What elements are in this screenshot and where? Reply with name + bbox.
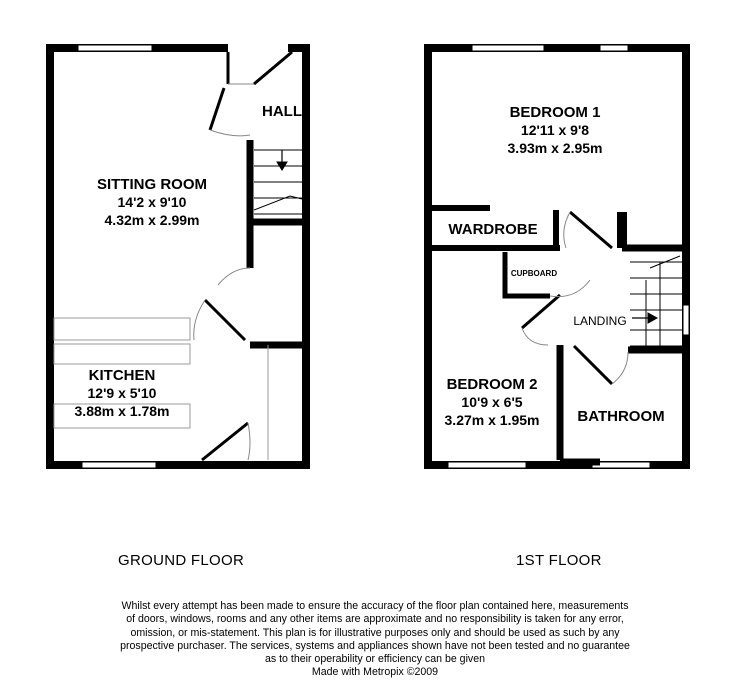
bedroom2-metric: 3.27m x 1.95m <box>444 412 540 428</box>
landing-label: LANDING <box>573 314 627 328</box>
first-window-bottom-1 <box>448 462 526 468</box>
ground-window-bottom <box>82 462 156 468</box>
ground-stairs <box>254 150 306 214</box>
credit: Made with Metropix ©2009 <box>311 666 439 679</box>
bedroom1-metric: 3.93m x 2.95m <box>507 140 603 156</box>
hall-door-swing <box>210 130 250 136</box>
ground-window-top <box>78 45 152 51</box>
disclaimer-line: as to their operability or efficiency can be given <box>264 653 486 666</box>
hall-door <box>210 88 224 130</box>
first-window-right <box>683 305 689 335</box>
first-window-top-1 <box>472 45 544 51</box>
disclaimer <box>40 600 710 680</box>
bedroom2-imperial: 10'9 x 6'5 <box>461 394 523 410</box>
bedroom2-wall <box>560 345 686 462</box>
cupboard-label: CUPBOARD <box>510 269 558 278</box>
bedroom1-label: BEDROOM 1 <box>509 104 601 121</box>
hall-label: HALL <box>262 103 302 120</box>
sitting-room-label: SITTING ROOM <box>97 176 207 193</box>
sitting-kitchen-door <box>205 300 245 340</box>
first-floor-stairs <box>630 256 682 346</box>
ground-floor-plan <box>50 45 306 468</box>
sitting-room-imperial: 14'2 x 9'10 <box>117 194 187 210</box>
hall-door-2-swing <box>218 268 250 285</box>
kitchen-label: KITCHEN <box>88 367 156 384</box>
back-door-swing <box>248 423 250 460</box>
first-window-top-2 <box>600 45 628 51</box>
sitting-kitchen-door-swing <box>194 300 205 340</box>
first-window-bottom-2 <box>592 462 650 468</box>
bedroom2-label: BEDROOM 2 <box>446 376 538 393</box>
kitchen-imperial: 12'9 x 5'10 <box>87 385 157 401</box>
hall-partition-wall <box>250 140 306 345</box>
ground-floor-label: GROUND FLOOR <box>118 552 245 569</box>
bedroom1-lower-wall <box>622 214 686 248</box>
back-door <box>202 423 248 460</box>
bedroom1-wall-stub <box>617 212 627 248</box>
front-door <box>228 52 292 84</box>
first-floor-plan <box>428 45 689 468</box>
disclaimer-line: omission, or mis-statement. This plan is for illustrative purposes only and should be used as such by any <box>130 626 620 639</box>
disclaimer-line: prospective purchaser. The services, systems and appliances shown have not been tested and no guarantee <box>120 639 630 652</box>
first-floor-label: 1ST FLOOR <box>516 552 602 569</box>
kitchen-worktops <box>54 318 268 460</box>
sitting-room-metric: 4.32m x 2.99m <box>104 212 200 228</box>
disclaimer-line: Whilst every attempt has been made to ensure the accuracy of the floor plan contained here, measurements <box>121 600 629 612</box>
wardrobe-label: WARDROBE <box>448 221 538 238</box>
disclaimer-line: of doors, windows, rooms and any other items are approximate and no responsibility is taken for any error, <box>126 613 624 626</box>
bedroom1-imperial: 12'11 x 9'8 <box>520 122 590 138</box>
kitchen-metric: 3.88m x 1.78m <box>74 403 170 419</box>
bathroom-label: BATHROOM <box>577 408 665 425</box>
